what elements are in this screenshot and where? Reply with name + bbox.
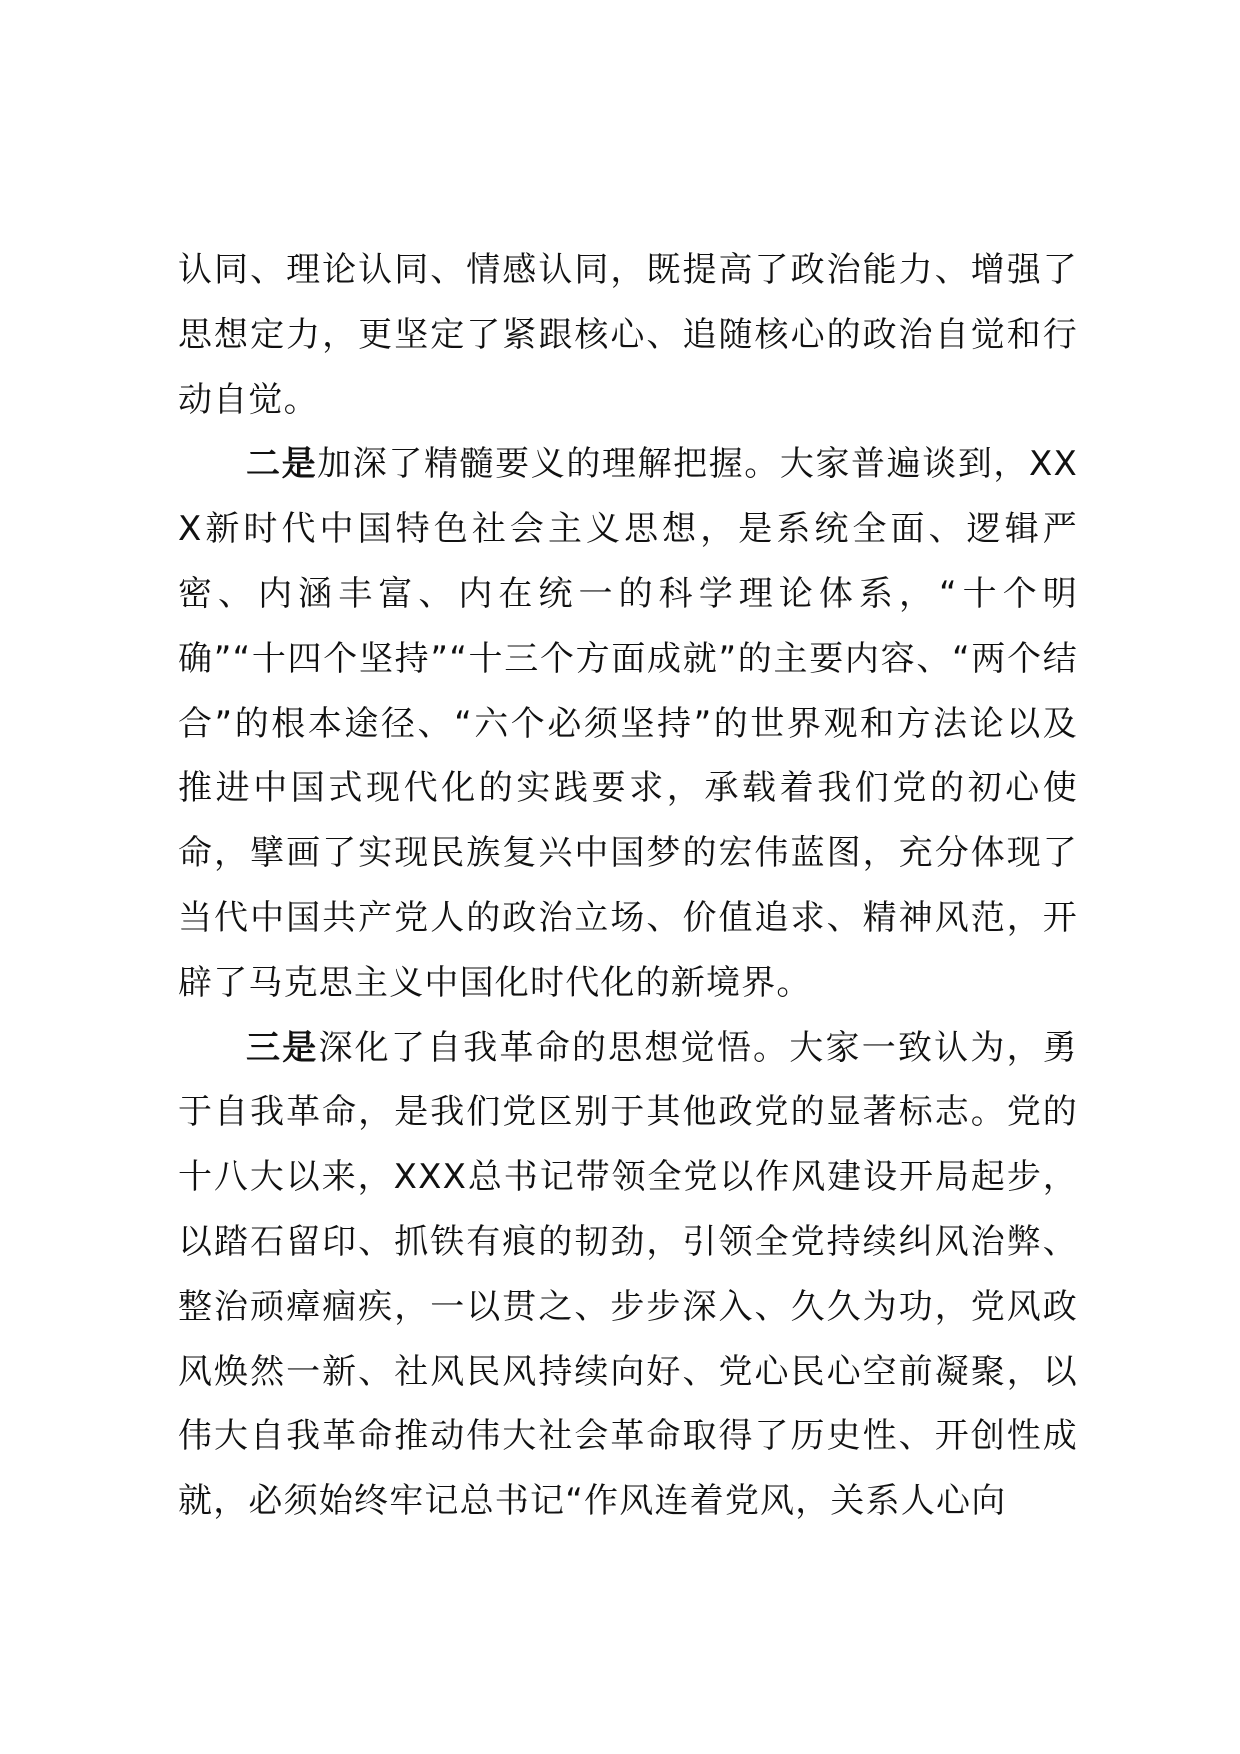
paragraph-lead: 二是 <box>246 444 318 485</box>
paragraph-text: 加深了精髓要义的理解把握。大家普遍谈到，XXX新时代中国特色社会主义思想，是系统全面、逻辑严密、内涵丰富、内在统一的科学理论体系，“十个明确”“十四个坚持”“十三个方面成就”的主要内容、“两个结合”的根本途径、“六个必须坚持”的世界观和方法论以及推进中国式现代化的实践要求，承载着我们党的初心使命，擘画了实现民族复兴中国梦的宏伟蓝图，充分体现了当代中国共产党人的政治立场、价值追求、精神风范，开辟了马克思主义中国化时代化的新境界。 <box>178 444 1078 1003</box>
paragraph-two <box>178 432 1078 1015</box>
paragraph-lead: 三是 <box>246 1027 319 1068</box>
paragraph-continuation <box>178 238 1078 432</box>
paragraph-text: 认同、理论认同、情感认同，既提高了政治能力、增强了思想定力，更坚定了紧跟核心、追随核心的政治自觉和行动自觉。 <box>178 250 1078 420</box>
paragraph-text: 深化了自我革命的思想觉悟。大家一致认为，勇于自我革命，是我们党区别于其他政党的显著标志。党的十八大以来，XXX总书记带领全党以作风建设开局起步，以踏石留印、抓铁有痕的韧劲，引领全党持续纠风治弊、整治顽瘴痼疾，一以贯之、步步深入、久久为功，党风政风焕然一新、社风民风持续向好、党心民心空前凝聚，以伟大自我革命推动伟大社会革命取得了历史性、开创性成就，必须始终牢记总书记“作风连着党风，关系人心向 <box>178 1027 1078 1522</box>
document-body <box>178 238 1078 1534</box>
paragraph-three <box>178 1016 1078 1534</box>
